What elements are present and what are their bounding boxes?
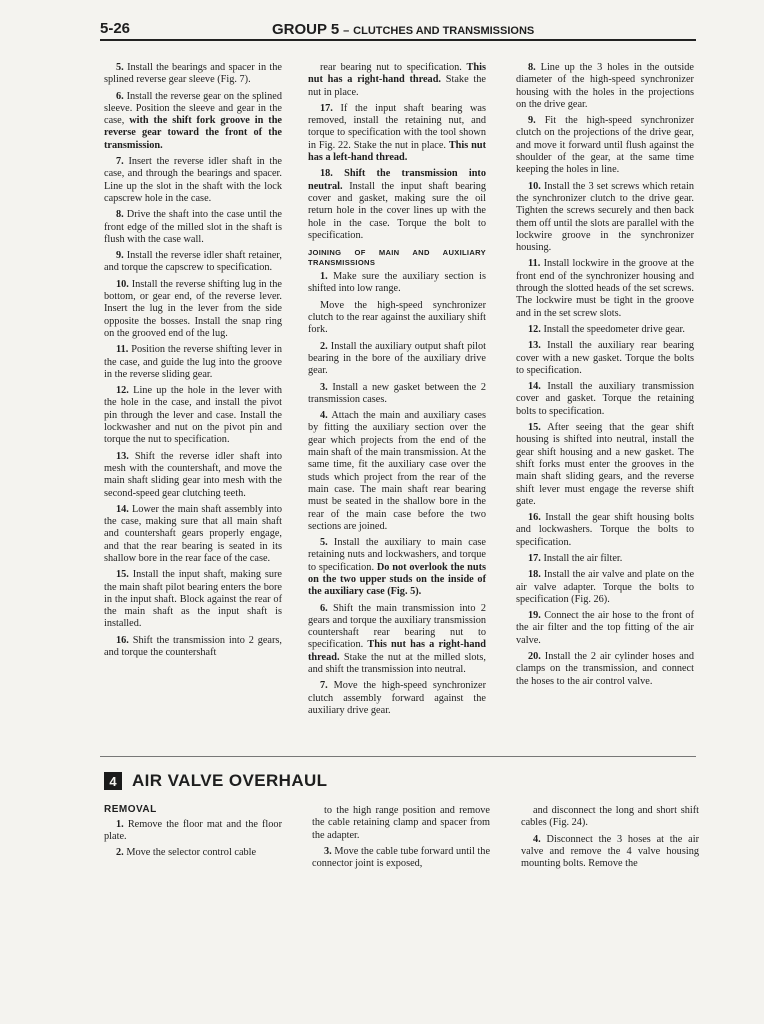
step-number: 5. (116, 62, 124, 73)
paragraph-text: Install the 2 air cylinder hoses and clamps on the transmission, and connect the hoses to the air control valve. (516, 651, 694, 687)
step-number: 13. (116, 450, 129, 462)
paragraph (521, 834, 699, 871)
step-number: 9. (528, 115, 536, 127)
paragraph-text: Install a new gasket between the 2 transmission cases. (308, 381, 486, 405)
step-number: 16. (528, 512, 541, 524)
step-number: 6. (320, 602, 328, 614)
paragraph (516, 422, 694, 508)
step-number: 11. (528, 258, 541, 270)
paragraph-text: rear bearing nut to specification. (320, 62, 467, 73)
section-number-badge: 4 (104, 772, 122, 790)
paragraph (308, 103, 486, 164)
paragraph (104, 156, 282, 205)
paragraph (308, 410, 486, 533)
paragraph-text: to the high range position and remove the cable retaining clamp and spacer from the adapter. (312, 805, 490, 841)
step-number: 4. (533, 833, 541, 845)
paragraph-text: Stake the nut in place. (308, 74, 486, 98)
paragraph-text: Install the air valve and plate on the air valve adapter. Torque the bolts to specification (Fig. 26). (516, 569, 695, 605)
paragraph-text: Install the bearings and spacer in the splined reverse gear sleeve (Fig. 7). (104, 62, 283, 86)
paragraph (516, 324, 694, 336)
paragraph-text: If the input shaft bearing was removed, install the retaining nut, and torque to specification with the tool shown in Fig. 22. Stake the nut in place. (308, 102, 486, 151)
paragraph-text: Make sure the auxiliary section is shifted into low range. (308, 271, 487, 295)
paragraph (516, 553, 694, 565)
paragraph-text: and disconnect the long and short shift cables (Fig. 24). (521, 805, 699, 829)
paragraph-text: Install the input shaft bearing cover and gasket, making sure the oil return hole in the cover lines up with the hole in the case. Torque the bolt to specification. (308, 180, 486, 241)
section-title: AIR VALVE OVERHAUL (132, 771, 328, 790)
paragraph-text: Move the high-speed synchronizer clutch to the rear against the auxiliary shift fork. (308, 299, 486, 336)
paragraph-text: Install the input shaft, making sure the main shaft pilot bearing enters the bore in the input shaft. Block against the rear of the main shaft as the input shaft is installed. (104, 569, 282, 630)
paragraph (104, 279, 282, 340)
paragraph-text: Remove the floor mat and the floor plate. (104, 818, 283, 842)
text-column-4 (104, 805, 282, 863)
step-number: 1. (320, 271, 328, 283)
emphasis-text: with the shift fork groove in the reverse gear toward the front of the transmission. (104, 115, 282, 151)
text-column-3 (516, 62, 694, 692)
paragraph (104, 847, 282, 859)
step-number: 19. (528, 610, 541, 622)
paragraph-text: Move the selector control cable (126, 847, 257, 859)
column4-paragraphs (104, 819, 282, 860)
paragraph-text: Insert the reverse idler shaft in the case, and through the bearings and spacer. Line up the slot in the shaft with the lock capscrew hole in the case. (104, 156, 283, 204)
column2-paragraphs-joining (308, 271, 486, 717)
paragraph (104, 209, 282, 246)
emphasis-text: Shift the transmission into neutral. (308, 168, 486, 192)
paragraph (308, 62, 486, 99)
running-header (272, 21, 534, 38)
paragraph-text: Position the reverse shifting lever in the case, and guide the lug into the groove in the reverse sliding gear. (104, 344, 282, 380)
step-number: 12. (528, 323, 541, 335)
paragraph (308, 382, 486, 407)
step-number: 1. (116, 818, 124, 830)
paragraph (308, 537, 486, 598)
paragraph-text: Shift the reverse idler shaft into mesh with the countershaft, and move the main shaft sliding gear into mesh with the second-speed gear clutching teeth. (104, 450, 282, 499)
section-rule (100, 756, 696, 757)
emphasis-text: This nut has a right-hand thread. (308, 62, 486, 86)
paragraph-text: Install the auxiliary to main case retaining nuts and lockwashers, and torque to specification. (308, 537, 486, 573)
step-number: 16. (116, 634, 129, 646)
step-number: 5. (320, 537, 328, 549)
emphasis-text: Do not overlook the nuts on the two upper studs on the inside of the auxiliary case (Fig. 5). (308, 561, 487, 598)
paragraph-text: Install the reverse idler shaft retainer, and torque the capscrew to specification. (104, 250, 283, 274)
step-number: 4. (320, 410, 328, 422)
paragraph (104, 250, 282, 275)
paragraph (104, 62, 282, 87)
step-number: 18. (528, 569, 541, 581)
paragraph (516, 62, 694, 111)
header-separator: – (343, 25, 350, 37)
paragraph-text: Install lockwire in the groove at the front end of the synchronizer housing and through the slotted heads of the set screws. The lockwire must be tight in the groove and in the set screw slots. (516, 258, 694, 319)
step-number: 13. (528, 340, 541, 352)
text-column-1 (104, 62, 282, 663)
group-label: GROUP 5 (272, 21, 340, 38)
group-title: CLUTCHES AND TRANSMISSIONS (353, 25, 535, 37)
subsection-heading-removal: REMOVAL (104, 804, 157, 815)
paragraph-text: Install the reverse shifting lug in the bottom, or gear end, of the reverse lever. Insert the lug in the lever from the side opposite the bosses. Install the snap ring on the grooved end of the lug. (104, 278, 282, 339)
step-number: 7. (116, 156, 124, 168)
paragraph (516, 610, 694, 647)
paragraph (104, 91, 282, 152)
paragraph (308, 271, 486, 296)
paragraph-text: Disconnect the 3 hoses at the air valve and remove the 4 valve housing mounting bolts. Remove the (521, 833, 699, 870)
paragraph (308, 680, 486, 717)
paragraph-text: Shift the transmission into 2 gears, and torque the countershaft (104, 634, 283, 659)
paragraph (516, 381, 694, 418)
step-number: 3. (324, 845, 332, 857)
column2-paragraphs (308, 62, 486, 242)
paragraph-text: Install the 3 set screws which retain the synchronizer clutch to the drive gear. Tighten the screws securely and then back them off until the slots are parallel with the lockwire groove in the synchronizer housing. (516, 180, 694, 254)
step-number: 6. (116, 90, 124, 102)
step-number: 9. (116, 250, 124, 262)
paragraph-text: Fit the high-speed synchronizer clutch on the projections of the drive gear, and move it forward until flush against the shoulder of the gear, at the same time keeping the holes in line. (516, 115, 694, 176)
step-number: 17. (528, 552, 541, 564)
paragraph (521, 805, 699, 830)
paragraph (516, 115, 694, 176)
step-number: 2. (116, 847, 124, 859)
paragraph (104, 635, 282, 660)
step-number: 11. (116, 344, 129, 356)
paragraph (516, 340, 694, 377)
paragraph (104, 819, 282, 844)
paragraph (516, 651, 694, 688)
paragraph-text: Install the speedometer drive gear. (543, 323, 685, 335)
emphasis-text: This nut has a left-hand thread. (308, 139, 486, 164)
paragraph-text: Line up the 3 holes in the outside diameter of the high-speed synchronizer housing with the holes in the projections on the drive gear. (516, 62, 695, 110)
paragraph (308, 300, 486, 337)
step-number: 18. (320, 168, 333, 180)
paragraph-text: Install the auxiliary rear bearing cover with a new gasket. Torque the bolts to specification. (516, 340, 694, 376)
header-rule (100, 39, 696, 41)
paragraph (104, 569, 282, 630)
paragraph (104, 344, 282, 381)
paragraph (312, 805, 490, 842)
paragraph (308, 603, 486, 677)
step-number: 7. (320, 680, 328, 692)
step-number: 10. (116, 278, 129, 290)
step-number: 8. (528, 62, 536, 73)
step-number: 10. (528, 180, 541, 192)
step-number: 12. (116, 385, 129, 397)
step-number: 17. (320, 102, 333, 114)
text-column-5 (312, 805, 490, 874)
paragraph (516, 258, 694, 319)
paragraph-text: After seeing that the gear shift housing is shifted into neutral, install the gear shift housing and a new gasket. The shift forks must enter the grooves in the main shaft sliding gears, and the reverse shift lever must engage the reverse shift gate. (516, 422, 694, 507)
paragraph-text: Install the gear shift housing bolts and lockwashers. Torque the bolts to specification. (516, 512, 694, 548)
paragraph-text: Install the air filter. (543, 552, 623, 564)
paragraph-text: Install the auxiliary transmission cover and gasket. Torque the retaining bolts to specification. (516, 381, 694, 417)
text-column-2 (308, 62, 486, 721)
paragraph (308, 341, 486, 378)
step-number: 3. (320, 381, 328, 393)
paragraph-text: Connect the air hose to the front of the air filter and the top fitting of the air valve. (516, 610, 694, 646)
paragraph-text: Install the auxiliary output shaft pilot bearing in the bore of the auxiliary drive gear. (308, 340, 487, 377)
paragraph-text: Line up the hole in the lever with the hole in the case, and install the pivot pin through the lever and case. Install the lockwasher and nut on the pivot pin and torque the nut to specification. (104, 385, 283, 446)
step-number: 14. (528, 381, 541, 393)
paragraph-text: Shift the main transmission into 2 gears and torque the auxiliary transmission countershaft rear bearing nut to specification. (308, 602, 486, 651)
step-number: 14. (116, 503, 129, 515)
paragraph (104, 504, 282, 565)
paragraph-text: Stake the nut at the milled slots, and shift the transmission into neutral. (308, 651, 486, 676)
step-number: 20. (528, 651, 541, 663)
paragraph-text: Drive the shaft into the case until the front edge of the milled slot in the shaft is flush with the case wall. (104, 209, 282, 245)
section-heading (104, 771, 327, 791)
subsection-heading-joining: JOINING OF MAIN AND AUXILIARY TRANSMISSIONS (308, 248, 486, 267)
paragraph (104, 385, 282, 446)
paragraph-text: Lower the main shaft assembly into the case, making sure that all main shaft and countershaft gears properly engage, and that the rear bearing is seated in its shallow bore in the rear face of the case. (104, 503, 282, 564)
paragraph (308, 168, 486, 242)
paragraph (516, 569, 694, 606)
step-number: 15. (528, 422, 541, 434)
paragraph-text: Move the high-speed synchronizer clutch assembly forward against the auxiliary drive gear. (308, 680, 486, 716)
text-column-6 (521, 805, 699, 874)
paragraph (312, 846, 490, 871)
paragraph-text: Attach the main and auxiliary cases by fitting the auxiliary section over the gear which projects from the end of the main shaft of the main transmission. At the same time, fit the auxiliary case over the studs which project from the rear of the main case. The main shaft rear bearing must be seated in the shallow bore in the rear of the main case before the two sections are joined. (308, 410, 486, 532)
paragraph (516, 512, 694, 549)
step-number: 15. (116, 569, 129, 581)
paragraph (104, 451, 282, 500)
page-number: 5-26 (100, 20, 131, 37)
paragraph-text: Install the reverse gear on the splined sleeve. Position the sleeve and gear in the case, (104, 90, 282, 127)
paragraph-text: Move the cable tube forward until the connector joint is exposed, (312, 845, 491, 870)
emphasis-text: This nut has a right-hand thread. (308, 639, 486, 663)
paragraph (516, 181, 694, 255)
step-number: 2. (320, 340, 328, 352)
step-number: 8. (116, 209, 124, 221)
